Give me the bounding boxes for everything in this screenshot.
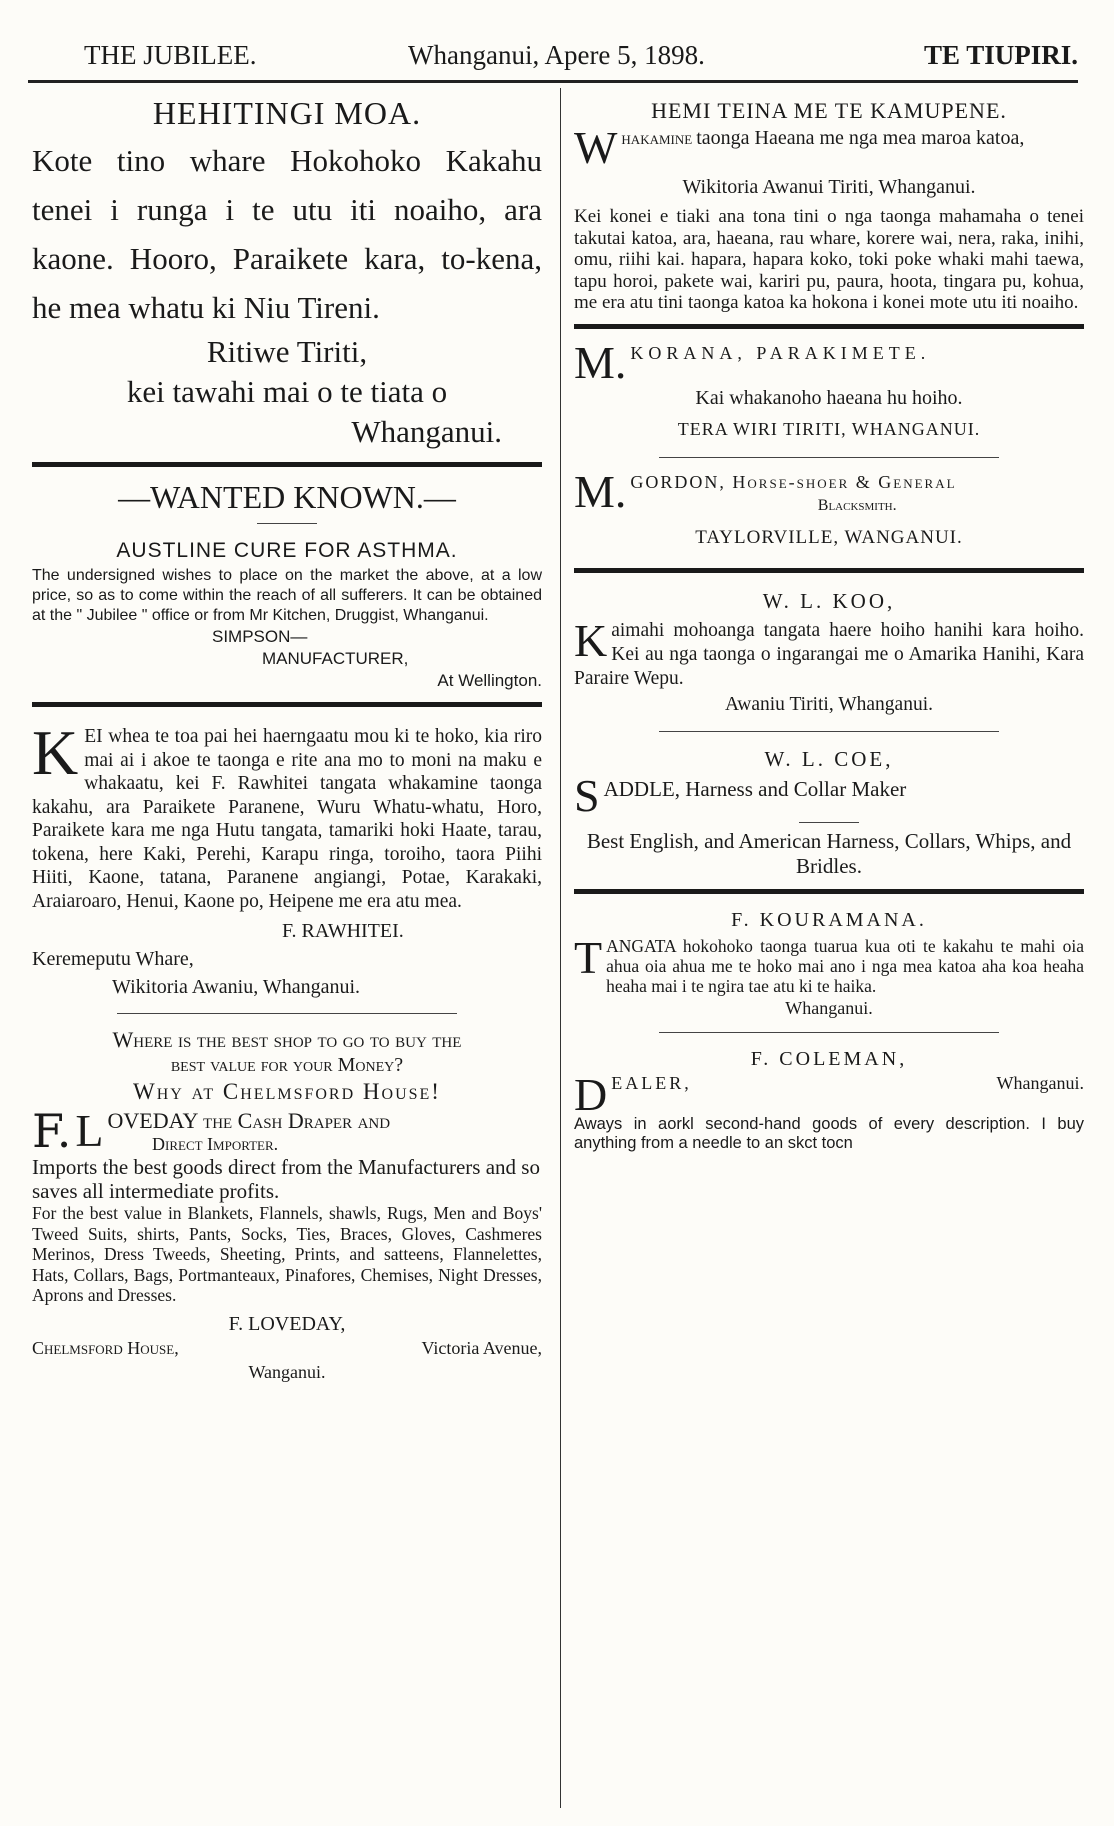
rule: [659, 731, 999, 732]
coe-drop-cap: S: [574, 773, 600, 816]
left-column: [32, 96, 542, 1385]
koo-title: W. L. KOO,: [762, 588, 896, 613]
hemi-line-1: taonga Haeana me nga mea maroa katoa,: [696, 127, 1025, 149]
coleman-place: Whanganui.: [996, 1072, 1084, 1093]
coleman-heading: [574, 1073, 1084, 1115]
masthead: [28, 40, 1078, 80]
rule: [574, 889, 1084, 894]
hemi-drop-cap: W: [574, 126, 618, 168]
hehitingi-ad: [32, 96, 542, 452]
coe-heading: [574, 774, 1084, 816]
coe-title: W. L. COE,: [764, 746, 894, 771]
rule: [32, 702, 542, 707]
wanted-known-ad: [32, 477, 542, 692]
loveday-body-1: Imports the best goods direct from the Manufacturers and so saves all intermediate profits.: [32, 1155, 540, 1203]
gordon-heading-2: Blacksmith.: [817, 496, 897, 514]
coleman-heading-text: EALER,: [611, 1072, 692, 1093]
wanted-signature-3: At Wellington.: [437, 671, 542, 690]
rawhitei-address-1: Keremeputu Whare,: [32, 948, 194, 970]
column-divider: [560, 88, 561, 1808]
koo-body: aimahi mohoanga tangata haere hoiho hanihi kara hoiho. Kei au nga taonga o ingarangai me o Amarika Hanihi, Kara Paraire Wepu.: [574, 619, 1084, 689]
loveday-drop-l: L: [75, 1109, 104, 1155]
hemi-lead-word: hakamine: [621, 128, 693, 148]
loveday-heading-2: Direct Importer.: [152, 1134, 279, 1154]
loveday-address-left: Chelmsford House,: [32, 1337, 179, 1358]
korana-heading: [574, 341, 1084, 383]
coleman-body: Aways in aorkl second-hand goods of every description. I buy anything from a needle to an skct tocn: [574, 1114, 1084, 1152]
kouramana-drop-cap: T: [574, 931, 603, 983]
hehitingi-address-2: kei tawahi mai o te tiata o: [126, 374, 448, 409]
short-rule: [799, 822, 859, 823]
korana-address: TERA WIRI TIRITI, WHANGANUI.: [677, 418, 981, 439]
korana-line: Kai whakanoho haeana hu hoiho.: [695, 386, 963, 409]
gordon-address: TAYLORVILLE, WANGANUI.: [695, 526, 963, 548]
korana-ad: [574, 341, 1084, 445]
koo-address: Awaniu Tiriti, Whanganui.: [724, 693, 934, 715]
loveday-heading: [32, 1109, 542, 1155]
rawhitei-signature: F. RAWHITEI.: [282, 920, 404, 942]
loveday-line-1: Where is the best shop to go to buy the: [112, 1027, 462, 1052]
wanted-signature-2: MANUFACTURER,: [262, 649, 409, 668]
gordon-drop-cap: M.: [574, 469, 627, 517]
coe-heading-text: ADDLE, Harness and Collar Maker: [603, 776, 907, 801]
koo-drop-cap: K: [574, 614, 608, 666]
masthead-right: TE TIUPIRI.: [923, 40, 1078, 70]
koo-ad: [574, 583, 1084, 719]
drop-cap: K: [32, 717, 79, 788]
wanted-body: The undersigned wishes to place on the market the above, at a low price, so as to come within the reach of all sufferers. It can be obtained at the " Jubilee " office or from Mr Kitchen, Druggist, Whanganui.: [32, 567, 542, 624]
gordon-heading: [574, 470, 1084, 518]
rule: [117, 1013, 457, 1014]
right-column: [574, 96, 1084, 1153]
masthead-left: THE JUBILEE.: [84, 40, 257, 70]
hehitingi-address-3: Whanganui.: [351, 414, 502, 449]
coleman-drop-cap: D: [574, 1072, 608, 1115]
gordon-heading-1: GORDON, Horse-shoer & General: [630, 471, 957, 492]
korana-drop-cap: M.: [574, 340, 627, 383]
masthead-rule: [28, 80, 1078, 83]
kouramana-body: ANGATA hokohoko taonga tuarua kua oti te kakahu te mahi oia ahua oia ahua me te hoko mai ano i nga mea katoa aha koa heaha heaha mai i te ngira tae atu ki te haika.: [606, 935, 1084, 996]
hemi-ad: [574, 96, 1084, 314]
rule: [659, 457, 999, 458]
kouramana-address: Whanganui.: [785, 997, 873, 1018]
rawhitei-address-2: Wikitoria Awaniu, Whanganui.: [112, 976, 361, 998]
rule: [574, 568, 1084, 573]
rawhitei-body: EI whea te toa pai hei haerngaatu mou ki te hoko, kia riro mai ai i akoe te taonga e rite ana mo to moni na maku e whakaatu, kei F. Rawhitei tangata whakamine taonga kakahu, ara Paraikete Paranene, Wuru Whatu-whatu, Horo, Paraikete kara me nga Hutu tangata, tamariki hoki Haate, tarau, tokena, here Kaki, Perehi, Karapu ringa, toroiho, taora Piihi Hiiti, Kaone, tatana, Paranene angiangi, Potae, Karakaki, Araiaroaro, Henui, Kaone po, Heipene me era atu mea.: [32, 726, 542, 912]
loveday-ad: [32, 1026, 542, 1385]
hemi-address: Wikitoria Awanui Tiriti, Whanganui.: [682, 176, 976, 198]
loveday-heading-1: OVEDAY the Cash Draper and: [107, 1109, 391, 1133]
rawhitei-ad: [32, 717, 542, 1001]
loveday-line-3: Why at Chelmsford House!: [133, 1079, 441, 1104]
masthead-date: Whanganui, Apere 5, 1898.: [408, 40, 705, 70]
wanted-title: —WANTED KNOWN.—: [118, 479, 456, 515]
hemi-lead: [574, 126, 1084, 168]
hemi-title: HEMI TEINA ME TE KAMUPENE.: [651, 98, 1007, 123]
coe-ad: [574, 744, 1084, 879]
loveday-line-2: best value for your Money?: [170, 1054, 404, 1076]
rule: [32, 462, 542, 467]
hehitingi-address-1: Ritiwe Tiriti,: [206, 334, 368, 369]
kouramana-title: F. KOURAMANA.: [731, 908, 927, 931]
loveday-address-row: [32, 1338, 542, 1359]
hemi-body: Kei konei e tiaki ana tona tini o nga taonga mahamaha o tenei takutai katoa, ara, haeana, rau whare, korere wai, nera, raka, inihi, omu, riihi kai. hapara, hapara koko, toki poke whaki mahi taewa, tapu horoi, pakete wai, kariri pu, paura, hoota, tingara pu, kohua, me era atu tini taonga katoa ka hokona i konei mote utu iti noaiho.: [574, 206, 1084, 313]
coleman-ad: [574, 1045, 1084, 1153]
hehitingi-body: Kote tino whare Hokohoko Kakahu tenei i runga i te utu iti noaiho, ara kaone. Hooro, Paraikete kara, to-kena, he mea whatu ki Niu Tireni.: [32, 143, 542, 325]
loveday-address-right: Victoria Avenue,: [421, 1337, 542, 1358]
coe-body: Best English, and American Harness, Collars, Whips, and Bridles.: [586, 828, 1072, 878]
rule: [659, 1032, 999, 1033]
wanted-signature-1: SIMPSON—: [212, 627, 308, 646]
loveday-signature: F. LOVEDAY,: [228, 1312, 346, 1335]
loveday-body-2: For the best value in Blankets, Flannels, shawls, Rugs, Men and Boys' Tweed Suits, shirts, Pants, Socks, Ties, Braces, Gloves, Cashmeres Merinos, Dress Tweeds, Sheeting, Prints, and satteens, Flannelettes, Hats, Collars, Bags, Portmanteaux, Pinafores, Chemises, Night Dresses, Aprons and Dresses.: [32, 1203, 542, 1305]
hehitingi-title: HEHITINGI MOA.: [152, 95, 422, 131]
loveday-address-3: Wanganui.: [248, 1361, 326, 1382]
rule: [574, 324, 1084, 329]
kouramana-ad: [574, 904, 1084, 1020]
gordon-ad: [574, 470, 1084, 558]
korana-heading-text: KORANA, PARAKIMETE.: [630, 342, 931, 363]
coleman-title: F. COLEMAN,: [750, 1047, 908, 1070]
short-rule: [257, 523, 317, 524]
loveday-drop-f: F.: [32, 1109, 72, 1155]
wanted-subtitle: AUSTLINE CURE FOR ASTHMA.: [116, 539, 458, 562]
